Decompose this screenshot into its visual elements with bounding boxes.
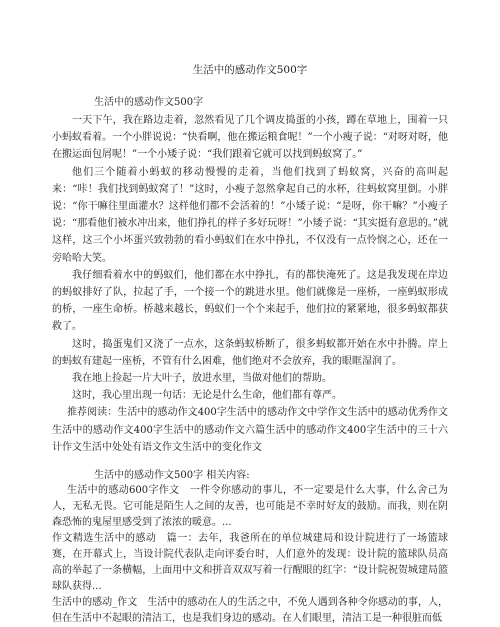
related-item: 作文精选生活中的感动 篇一：去年，我爸所在的单位城建局和设计院进行了一场篮球赛，在开幕式上，当设计院代表队走向评委台时，人们意外的发现：设计院的篮球队员高高的举起了一条横幅，上面用中文和拼音双双写着一行醒眼的红字：“设计院祝贺城建局篮球队获得...	[52, 533, 448, 593]
paragraph: 这时，我心里出现一句话：无论是什么生命，他们都有尊严。	[72, 390, 342, 402]
document-title: 生活中的感动作文500字	[192, 64, 308, 76]
document-page	[0, 62, 500, 627]
article-subtitle: 生活中的感动作文500字	[94, 97, 204, 108]
recommended-reading: 推荐阅读：生活中的感动作文400字生活中的感动作文中学作文生活中的感动优秀作文生活中的感动作文400字生活中的感动作文六篇生活中的感动作文400字生活中的三十六计作文生活中处处有语文作文生活中的变化作文	[52, 407, 448, 453]
related-item: 生活中的感动600字作文 一件令你感动的事儿，不一定要是什么大事，什么舍己为人，无私无畏。它可能是陌生人之间的友善，也可能是不幸时好友的鼓励。而我，则在阴森恐怖的鬼屋里感受到了浓浓的暖意。...	[52, 485, 448, 529]
related-content-heading: 生活中的感动作文500字 相关内容:	[94, 470, 250, 482]
paragraph: 一天下午，我在路边走着，忽然看见了几个调皮捣蛋的小孩，蹲在草地上，围着一只小蚂蚁看着。一个小胖说说：“快看啊，他在搬运粮食呢！”一个小瘦子说：“对呀对呀，他在搬运面包屑呢！”一个小矮子说：“我们跟着它就可以找到蚂蚁窝了。”	[52, 115, 448, 161]
paragraph: 他们三个随着小蚂蚁的移动慢慢的走着，当他们找到了蚂蚁窝，兴奋的高叫起来：“咔！我们找到蚂蚁窝了！”这时，小瘦子忽然拿起自己的水杯，往蚂蚁窝里倒。小胖说：“你干嘛往里面灌水？这样他们都不会活着的！”小矮子说：“是呀，你干嘛？”小瘦子说：“那看他们被水冲出来，他们挣扎的样子多好玩呀！”小矮子说：“其实挺有意思的。”就这样，这三个小坏蛋兴致勃勃的看小蚂蚁们在水中挣扎，不仅没有一点怜悯之心，还在一旁哈哈大笑。	[52, 166, 448, 264]
related-item: 生活中的感动_作文 生活中的感动在人的生活之中，不免人遇到各种令你感动的事，人，但在生活中不起眼的清洁工，也是我们身边的感动。在人们眼里，清洁工是一种很脏而低	[52, 597, 448, 625]
paragraph: 我在地上捡起一片大叶子，放进水里，当做对他们的帮助。	[72, 373, 332, 385]
paragraph: 我仔细看着水中的蚂蚁们，他们都在水中挣扎，有的都快淹死了。这是我发现在岸边的蚂蚁排好了队，拉起了手，一个接一个的跳进水里。他们就像是一座桥，一座蚂蚁形成的桥，一座生命桥。桥越来越长，蚂蚁们一个个来起手，他们拉的紧紧地，很多蚂蚁都获救了。	[52, 269, 448, 333]
spacer	[52, 456, 448, 466]
paragraph: 这时，捣蛋鬼们又浇了一点水，这条蚂蚁桥断了，很多蚂蚁都开始在水中扑腾。岸上的蚂蚁有建起一座桥，不管有什么困难，他们绝对不会放弃，我的眼眶湿润了。	[52, 338, 448, 367]
